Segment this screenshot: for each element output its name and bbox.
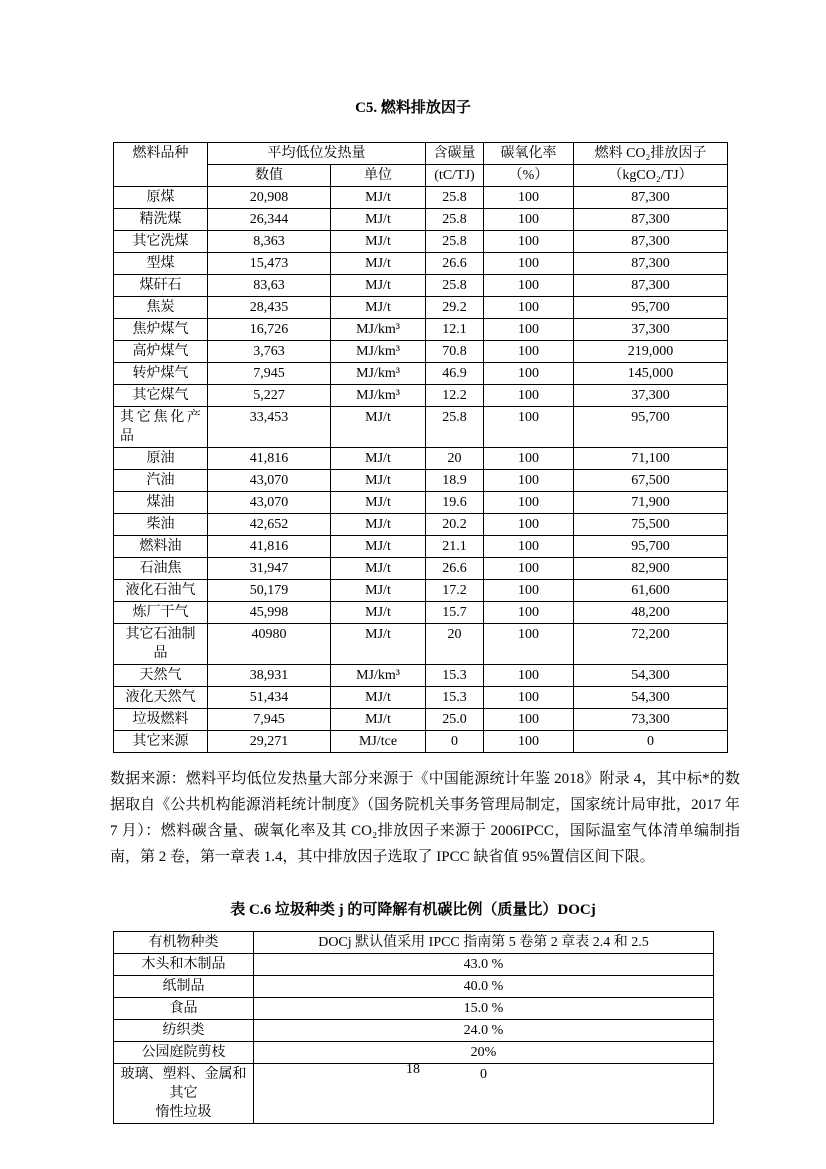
table-row	[114, 1020, 714, 1042]
table-row	[114, 407, 728, 448]
page-number: 18	[406, 1062, 420, 1077]
table-cell: 100	[484, 470, 574, 492]
table-cell: 3,763	[208, 341, 331, 363]
table-cell: 43.0 %	[254, 954, 714, 976]
table-cell: 0	[254, 1064, 714, 1124]
table-cell: 天然气	[114, 665, 208, 687]
col-header-carbon-content-unit: (tC/TJ)	[426, 165, 484, 187]
table-cell: 61,600	[574, 580, 728, 602]
table-cell: 100	[484, 492, 574, 514]
doc-table-header	[114, 932, 714, 954]
col-header-unit: 单位	[331, 165, 426, 187]
table-cell: 40.0 %	[254, 976, 714, 998]
table-cell: MJ/t	[331, 448, 426, 470]
table-row	[114, 998, 714, 1020]
table-cell: MJ/t	[331, 407, 426, 448]
table-cell: 25.8	[426, 209, 484, 231]
col-header-docj-default: DOCj 默认值采用 IPCC 指南第 5 卷第 2 章表 2.4 和 2.5	[254, 932, 714, 954]
table-cell: 100	[484, 624, 574, 665]
fuel-table-header	[114, 143, 728, 187]
table-cell: 37,300	[574, 319, 728, 341]
table-cell: 15.3	[426, 665, 484, 687]
table-cell: 100	[484, 407, 574, 448]
table-cell: 43,070	[208, 470, 331, 492]
table-cell: 38,931	[208, 665, 331, 687]
table-header-row	[114, 932, 714, 954]
table-cell: MJ/t	[331, 187, 426, 209]
table-cell: 24.0 %	[254, 1020, 714, 1042]
table-c6-title: 表 C.6 垃圾种类 j 的可降解有机碳比例（质量比）DOCj	[230, 902, 596, 918]
table-cell: 8,363	[208, 231, 331, 253]
table-cell: 其它来源	[114, 731, 208, 753]
table-cell: 20	[426, 448, 484, 470]
table-cell: 95,700	[574, 536, 728, 558]
table-cell: 219,000	[574, 341, 728, 363]
table-cell: 43,070	[208, 492, 331, 514]
col-header-heating-value: 平均低位发热量	[208, 143, 426, 165]
table-cell: 石油焦	[114, 558, 208, 580]
table-cell: 100	[484, 558, 574, 580]
table-cell: 0	[426, 731, 484, 753]
table-cell: 87,300	[574, 187, 728, 209]
table-row	[114, 319, 728, 341]
table-cell: 25.8	[426, 231, 484, 253]
table-row	[114, 665, 728, 687]
table-cell: 48,200	[574, 602, 728, 624]
table-cell: 5,227	[208, 385, 331, 407]
table-header-row	[114, 143, 728, 165]
table-cell: 100	[484, 341, 574, 363]
table-row	[114, 470, 728, 492]
table-cell: 燃料油	[114, 536, 208, 558]
table-cell: 100	[484, 709, 574, 731]
table-cell: MJ/t	[331, 492, 426, 514]
table-cell: 0	[574, 731, 728, 753]
table-cell: 型煤	[114, 253, 208, 275]
table-cell: 95,700	[574, 297, 728, 319]
table-cell: 67,500	[574, 470, 728, 492]
table-cell: 100	[484, 687, 574, 709]
table-cell: MJ/km³	[331, 341, 426, 363]
table-cell: 玻璃、塑料、金属和其它 惰性垃圾	[114, 1064, 254, 1124]
table-cell: 20,908	[208, 187, 331, 209]
table-cell: 73,300	[574, 709, 728, 731]
table-cell: MJ/km³	[331, 363, 426, 385]
table-cell: 17.2	[426, 580, 484, 602]
table-cell: 26.6	[426, 253, 484, 275]
table-cell: 26,344	[208, 209, 331, 231]
table-cell: 15.7	[426, 602, 484, 624]
table-cell: 51,434	[208, 687, 331, 709]
table-cell: 100	[484, 514, 574, 536]
table-cell: 26.6	[426, 558, 484, 580]
table-row	[114, 687, 728, 709]
table-cell: 54,300	[574, 687, 728, 709]
table-cell: 高炉煤气	[114, 341, 208, 363]
table-row	[114, 231, 728, 253]
table-row	[114, 731, 728, 753]
table-cell: 纺织类	[114, 1020, 254, 1042]
table-row	[114, 341, 728, 363]
doc-table-body	[114, 954, 714, 1124]
table-cell: 33,453	[208, 407, 331, 448]
table-row	[114, 275, 728, 297]
table-cell: 焦炉煤气	[114, 319, 208, 341]
table-row	[114, 297, 728, 319]
table-cell: MJ/t	[331, 580, 426, 602]
col-header-fuel-type: 燃料品种	[114, 143, 208, 187]
table-cell: MJ/t	[331, 514, 426, 536]
table-cell: MJ/km³	[331, 319, 426, 341]
fuel-emission-factors-table	[113, 142, 728, 753]
table-cell: 原油	[114, 448, 208, 470]
table-cell: 29,271	[208, 731, 331, 753]
table-cell: 20%	[254, 1042, 714, 1064]
col-header-value: 数值	[208, 165, 331, 187]
table-cell: 83,63	[208, 275, 331, 297]
table-cell: 45,998	[208, 602, 331, 624]
table-row	[114, 448, 728, 470]
table-cell: 20.2	[426, 514, 484, 536]
table-cell: 42,652	[208, 514, 331, 536]
table-cell: 其它煤气	[114, 385, 208, 407]
table-cell: MJ/t	[331, 709, 426, 731]
col-header-organic-type: 有机物种类	[114, 932, 254, 954]
table-cell: 食品	[114, 998, 254, 1020]
table-cell: 21.1	[426, 536, 484, 558]
table-cell: 15.3	[426, 687, 484, 709]
table-row	[114, 492, 728, 514]
table-cell: 转炉煤气	[114, 363, 208, 385]
table-cell: 汽油	[114, 470, 208, 492]
table-cell: 12.2	[426, 385, 484, 407]
table-cell: 煤油	[114, 492, 208, 514]
table-cell: 7,945	[208, 363, 331, 385]
table-cell: 100	[484, 209, 574, 231]
table-cell: 40980	[208, 624, 331, 665]
table-cell: 25.8	[426, 275, 484, 297]
table-cell: 100	[484, 448, 574, 470]
table-cell: MJ/t	[331, 275, 426, 297]
table-cell: 75,500	[574, 514, 728, 536]
table-cell: 12.1	[426, 319, 484, 341]
table-row	[114, 602, 728, 624]
table-row	[114, 209, 728, 231]
col-header-oxidation-rate-unit: （%）	[484, 165, 574, 187]
table-row	[114, 363, 728, 385]
table-row	[114, 709, 728, 731]
table-cell: 25.8	[426, 187, 484, 209]
table-cell: 液化天然气	[114, 687, 208, 709]
table-cell: 46.9	[426, 363, 484, 385]
col-header-carbon-content: 含碳量	[426, 143, 484, 165]
table-cell: MJ/t	[331, 231, 426, 253]
table-row	[114, 514, 728, 536]
table-cell: 100	[484, 319, 574, 341]
table-cell: 其它焦化产 品	[114, 407, 208, 448]
table-cell: 焦炭	[114, 297, 208, 319]
table-cell: 垃圾燃料	[114, 709, 208, 731]
table-cell: 纸制品	[114, 976, 254, 998]
table-cell: 100	[484, 580, 574, 602]
table-row	[114, 976, 714, 998]
col-header-co2-factor-unit: （kgCO₂/TJ）	[574, 165, 728, 187]
table-cell: 100	[484, 231, 574, 253]
table-cell: 54,300	[574, 665, 728, 687]
table-cell: 100	[484, 731, 574, 753]
table-cell: 100	[484, 187, 574, 209]
section-title-c5: C5. 燃料排放因子	[355, 100, 471, 116]
table-row	[114, 385, 728, 407]
table-row	[114, 624, 728, 665]
table-cell: 煤矸石	[114, 275, 208, 297]
table-cell: 7,945	[208, 709, 331, 731]
table-cell: 炼厂干气	[114, 602, 208, 624]
table-cell: 15.0 %	[254, 998, 714, 1020]
table-cell: 87,300	[574, 253, 728, 275]
table-cell: 公园庭院剪枝	[114, 1042, 254, 1064]
table-cell: 18.9	[426, 470, 484, 492]
table-cell: 15,473	[208, 253, 331, 275]
table-cell: MJ/t	[331, 209, 426, 231]
table-cell: 100	[484, 275, 574, 297]
table-cell: 71,100	[574, 448, 728, 470]
table-cell: 95,700	[574, 407, 728, 448]
table-cell: 37,300	[574, 385, 728, 407]
table-row	[114, 187, 728, 209]
fuel-table-body	[114, 187, 728, 753]
table-cell: 100	[484, 385, 574, 407]
table-cell: 82,900	[574, 558, 728, 580]
col-header-oxidation-rate: 碳氧化率	[484, 143, 574, 165]
table-cell: 100	[484, 602, 574, 624]
table-row	[114, 1042, 714, 1064]
table-cell: 100	[484, 297, 574, 319]
table-row	[114, 253, 728, 275]
table-cell: MJ/t	[331, 470, 426, 492]
table-cell: 25.8	[426, 407, 484, 448]
table-cell: MJ/t	[331, 536, 426, 558]
table-cell: 87,300	[574, 209, 728, 231]
table-cell: 29.2	[426, 297, 484, 319]
table-cell: 100	[484, 665, 574, 687]
table-cell: 100	[484, 536, 574, 558]
table-cell: 25.0	[426, 709, 484, 731]
table-cell: 41,816	[208, 536, 331, 558]
table-cell: 其它石油制 品	[114, 624, 208, 665]
table-cell: 液化石油气	[114, 580, 208, 602]
table-cell: MJ/t	[331, 558, 426, 580]
table-cell: 16,726	[208, 319, 331, 341]
col-header-co2-factor: 燃料 CO₂排放因子	[574, 143, 728, 165]
table-cell: 50,179	[208, 580, 331, 602]
table-cell: MJ/t	[331, 253, 426, 275]
doc-ratio-table	[113, 931, 714, 1124]
table-cell: 100	[484, 363, 574, 385]
table-cell: 31,947	[208, 558, 331, 580]
table-cell: 其它洗煤	[114, 231, 208, 253]
table-cell: 木头和木制品	[114, 954, 254, 976]
table-cell: MJ/km³	[331, 385, 426, 407]
table-cell: MJ/t	[331, 297, 426, 319]
table-cell: MJ/t	[331, 687, 426, 709]
table-cell: 柴油	[114, 514, 208, 536]
table-cell: 87,300	[574, 275, 728, 297]
table-cell: 87,300	[574, 231, 728, 253]
data-source-note: 数据来源：燃料平均低位发热量大部分来源于《中国能源统计年鉴 2018》附录 4，其中标*的数据取自《公共机构能源消耗统计制度》（国务院机关事务管理局制定，国家统计局审批，2017 年 7 月）：燃料碳含量、碳氧化率及其 CO₂排放因子来源于 2006IPCC，国际温室气体清单编制指南，第 2 卷，第一章表 1.4，其中排放因子选取了 IPCC 缺省值 95%置信区间下限。	[110, 771, 740, 865]
table-cell: MJ/tce	[331, 731, 426, 753]
table-cell: 41,816	[208, 448, 331, 470]
table-cell: 145,000	[574, 363, 728, 385]
table-cell: MJ/km³	[331, 665, 426, 687]
table-cell: 精洗煤	[114, 209, 208, 231]
table-row	[114, 536, 728, 558]
table-row	[114, 558, 728, 580]
table-cell: 100	[484, 253, 574, 275]
table-cell: 70.8	[426, 341, 484, 363]
table-cell: 19.6	[426, 492, 484, 514]
table-cell: MJ/t	[331, 602, 426, 624]
table-row	[114, 580, 728, 602]
table-row	[114, 954, 714, 976]
table-cell: MJ/t	[331, 624, 426, 665]
table-cell: 20	[426, 624, 484, 665]
table-cell: 71,900	[574, 492, 728, 514]
table-cell: 原煤	[114, 187, 208, 209]
table-cell: 72,200	[574, 624, 728, 665]
table-cell: 28,435	[208, 297, 331, 319]
